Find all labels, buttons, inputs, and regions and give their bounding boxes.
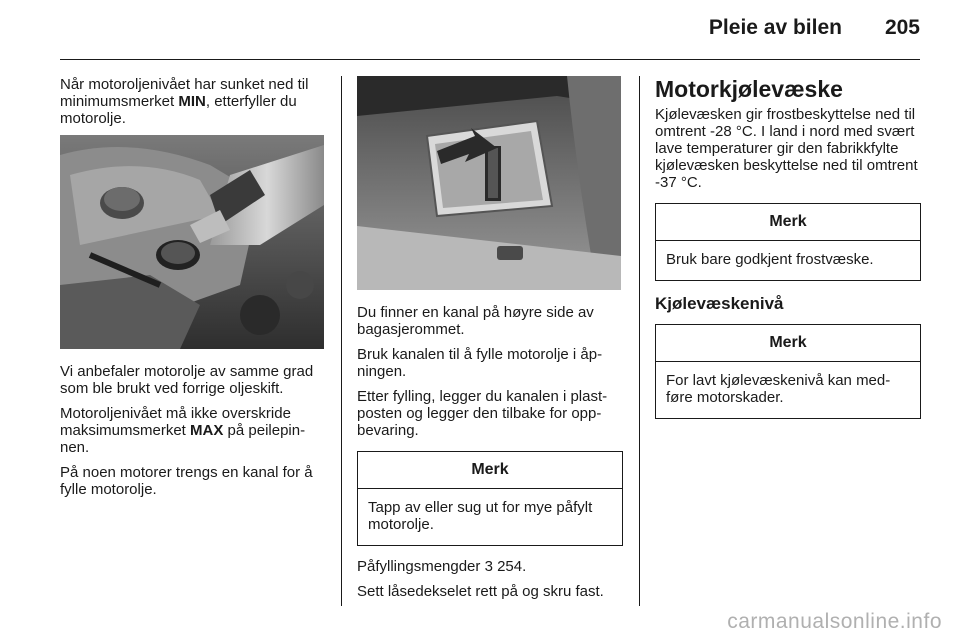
paragraph-coolant-protection: Kjølevæsken gir frostbeskyttelse ned til omtrent -28 °C. I land i nord med svært lave temperaturer gir den fabrikkfylte kjølevæsken beskyttelse ned til omtrent -37 °C. <box>655 106 918 191</box>
page-number: 205 <box>884 16 920 39</box>
paragraph-max-level: Motoroljenivået må ikke overskride maksimumsmerket MAX på peilepinnen. <box>60 405 306 456</box>
note-title: Merk <box>358 452 622 489</box>
header-title: Pleie av bilen <box>708 16 842 39</box>
engine-oil-fill-photo <box>60 135 324 349</box>
note-body: For lavt kjølevæskenivå kan medføre motorskader. <box>666 372 891 406</box>
column-left <box>60 76 326 506</box>
column-divider <box>341 76 342 606</box>
paragraph-channel-location: Du finner en kanal på høyre side av bagasjerommet. <box>357 304 594 338</box>
note-box-coolant-level <box>655 324 921 419</box>
paragraph-min-level: Når motoroljenivået har sunket ned til minimumsmerket MIN, etterfyller du motorolje. <box>60 76 309 127</box>
subsection-title: Kjølevæskenivå <box>655 294 784 313</box>
note-body: Bruk bare godkjent frostvæske. <box>666 251 874 268</box>
column-divider <box>639 76 640 606</box>
paragraph-store-channel: Etter fylling, legger du kanalen i plastposten og legger den tilbake for oppbevaring. <box>357 388 608 439</box>
note-body: Tapp av eller sug ut for mye påfylt motorolje. <box>368 499 593 533</box>
paragraph-fill-channel: På noen motorer trengs en kanal for å fylle motorolje. <box>60 464 313 498</box>
trunk-channel-photo <box>357 76 621 290</box>
paragraph-oil-grade: Vi anbefaler motorolje av samme grad som ble brukt ved forrige oljeskift. <box>60 363 314 397</box>
column-right <box>655 76 921 431</box>
column-middle <box>357 76 623 608</box>
page-header <box>0 0 960 60</box>
note-title: Merk <box>656 204 920 241</box>
max-mark: MAX <box>190 422 224 439</box>
section-title: Motorkjølevæske <box>655 76 843 102</box>
page-reference-icon[interactable]: 3 <box>484 558 493 575</box>
paragraph-use-channel: Bruk kanalen til å fylle motorolje i åpningen. <box>357 346 603 380</box>
paragraph-fill-quantities: Påfyllingsmengder 3 254. <box>357 558 527 575</box>
note-box-excess-oil <box>357 451 623 546</box>
watermark: carmanualsonline.info <box>727 610 942 633</box>
header-rule <box>60 59 920 60</box>
paragraph-lock-cover: Sett låsedekselet rett på og skru fast. <box>357 583 604 600</box>
note-title: Merk <box>656 325 920 362</box>
min-mark: MIN <box>178 93 206 110</box>
note-box-antifreeze <box>655 203 921 281</box>
